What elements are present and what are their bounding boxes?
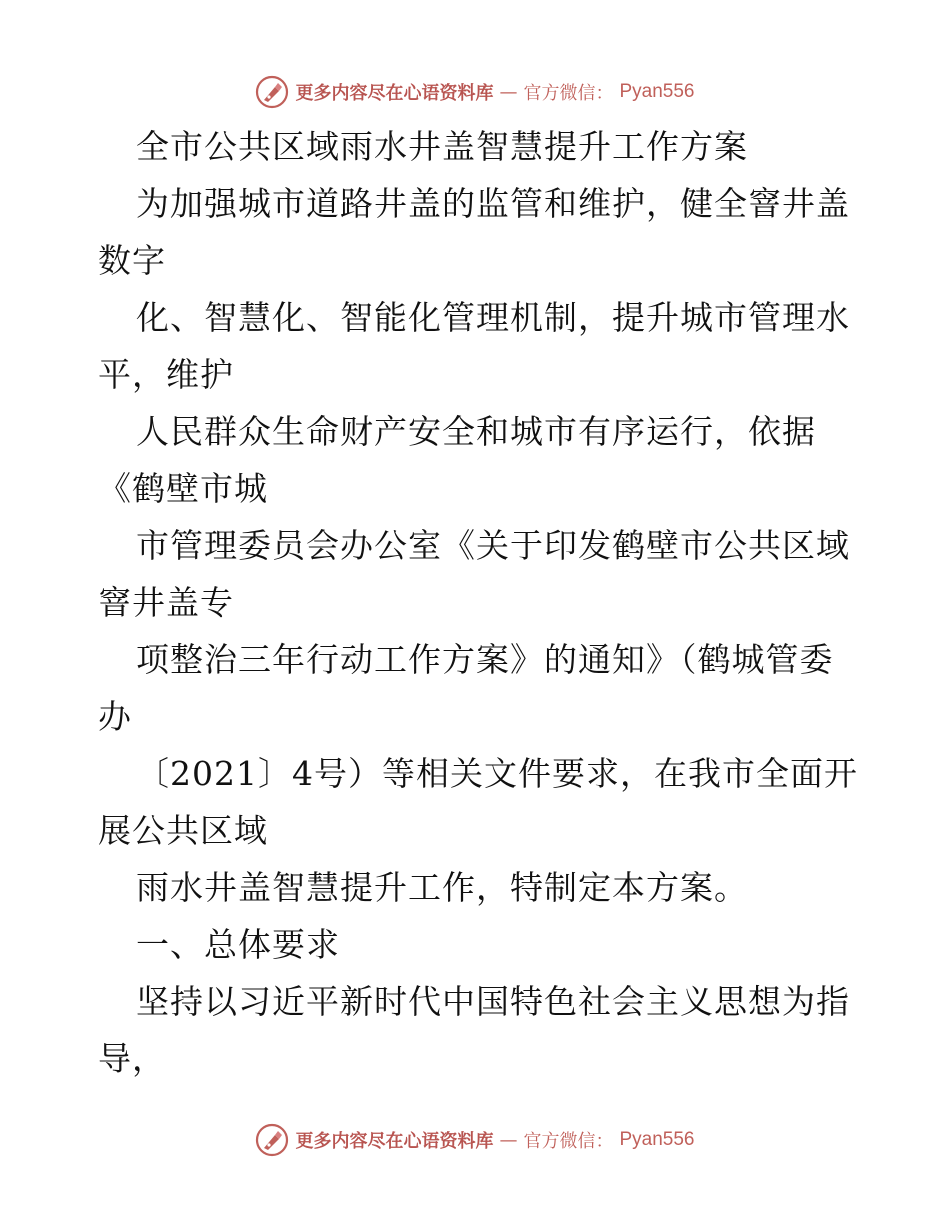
watermark-brand: 更多内容尽在心语资料库 — [295, 83, 494, 104]
paragraph-line: 导， — [98, 1039, 166, 1078]
paragraph-line: 平，维护 — [98, 355, 234, 394]
section-heading: 一、总体要求 — [136, 925, 340, 964]
document-title: 全市公共区域雨水井盖智慧提升工作方案 — [136, 127, 748, 166]
watermark-separator: — — [499, 1129, 518, 1151]
paragraph-line: 展公共区域 — [98, 811, 268, 850]
paragraph-line: 数字 — [98, 241, 166, 280]
paragraph-line: 窨井盖专 — [98, 583, 234, 622]
paragraph-line: 为加强城市道路井盖的监管和维护，健全窨井盖 — [136, 184, 850, 223]
paragraph-line: 办 — [98, 697, 132, 736]
watermark-wechat-label: 官方微信： — [523, 1131, 614, 1152]
paragraph-line: 化、智慧化、智能化管理机制，提升城市管理水 — [136, 298, 850, 337]
watermark-wechat-id: Pyan556 — [619, 81, 695, 102]
paragraph-line: 项整治三年行动工作方案》的通知》（鹤城管委 — [136, 640, 834, 679]
paragraph-line: 人民群众生命财产安全和城市有序运行，依据 — [136, 412, 816, 451]
paragraph-line: 雨水井盖智慧提升工作，特制定本方案。 — [136, 868, 748, 907]
pen-nib-logo-icon — [255, 1123, 289, 1157]
watermark-wechat-label: 官方微信： — [523, 83, 614, 104]
paragraph-line: 〔2021〕4号）等相关文件要求，在我市全面开 — [136, 754, 858, 793]
watermark-wechat-id: Pyan556 — [619, 1129, 695, 1150]
paragraph-line: 市管理委员会办公室《关于印发鹤壁市公共区域 — [136, 526, 850, 565]
paragraph-line: 坚持以习近平新时代中国特色社会主义思想为指 — [136, 982, 850, 1021]
watermark-header — [0, 72, 950, 112]
document-body — [98, 118, 858, 1087]
pen-nib-logo-icon — [255, 75, 289, 109]
watermark-separator: — — [499, 81, 518, 103]
paragraph-line: 《鹤壁市城 — [98, 469, 268, 508]
watermark-footer — [0, 1120, 950, 1160]
watermark-brand: 更多内容尽在心语资料库 — [295, 1131, 494, 1152]
